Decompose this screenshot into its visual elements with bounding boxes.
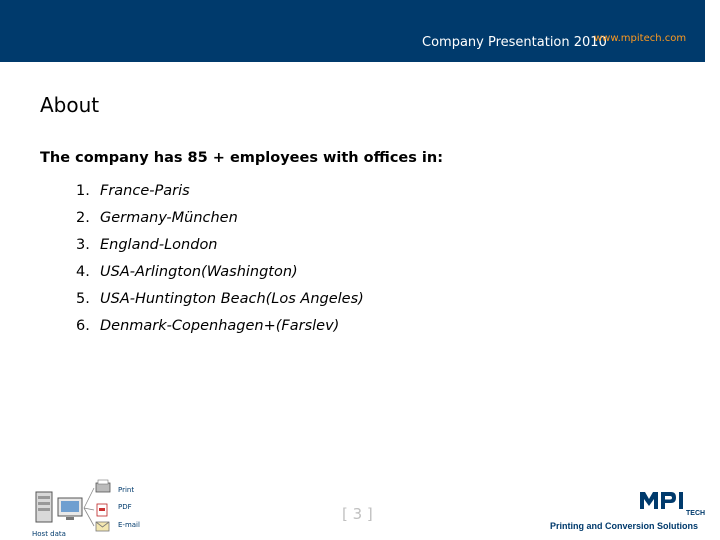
presentation-title: Company Presentation 2010	[422, 35, 607, 50]
email-label: E-mail	[118, 521, 140, 529]
list-item	[76, 180, 364, 207]
list-item	[76, 288, 364, 315]
connector-lines	[84, 488, 94, 526]
workflow-diagram	[28, 478, 178, 538]
workstation-icon	[58, 498, 82, 520]
header-bar	[0, 0, 720, 75]
office-location: Denmark-Copenhagen+(Farslev)	[100, 318, 340, 334]
email-icon	[96, 522, 109, 531]
list-number: 6.	[76, 318, 90, 334]
office-list	[76, 180, 364, 342]
office-location: USA-Huntington Beach(Los Angeles)	[100, 291, 364, 307]
list-item	[76, 315, 364, 342]
logo-tagline: Printing and Conversion Solutions	[550, 521, 699, 531]
workflow-graphic	[28, 478, 178, 538]
list-number: 1.	[76, 183, 90, 199]
print-label: Print	[118, 486, 135, 494]
list-number: 3.	[76, 237, 90, 253]
list-item	[76, 261, 364, 288]
list-number: 4.	[76, 264, 90, 280]
website-link[interactable]: www.mpitech.com	[594, 33, 687, 44]
logo-tech-text: TECH	[686, 510, 706, 517]
mpi-logo-mark	[638, 489, 700, 511]
office-location: England-London	[100, 237, 218, 253]
office-location: France-Paris	[100, 183, 190, 199]
office-location: USA-Arlington(Washington)	[100, 264, 298, 280]
company-logo	[550, 486, 710, 540]
page-number: [ 3 ]	[342, 505, 373, 523]
list-number: 5.	[76, 291, 90, 307]
list-item	[76, 207, 364, 234]
list-number: 2.	[76, 210, 90, 226]
header-band	[0, 0, 705, 62]
printer-icon	[96, 480, 110, 492]
intro-text: The company has 85 + employees with offices in:	[40, 150, 444, 166]
slide-title: About	[40, 93, 100, 117]
pdf-label: PDF	[118, 503, 132, 511]
list-item	[76, 234, 364, 261]
host-data-label: Host data	[32, 530, 66, 538]
pdf-icon	[97, 504, 107, 516]
server-icon	[36, 492, 52, 522]
office-location: Germany-München	[100, 210, 238, 226]
